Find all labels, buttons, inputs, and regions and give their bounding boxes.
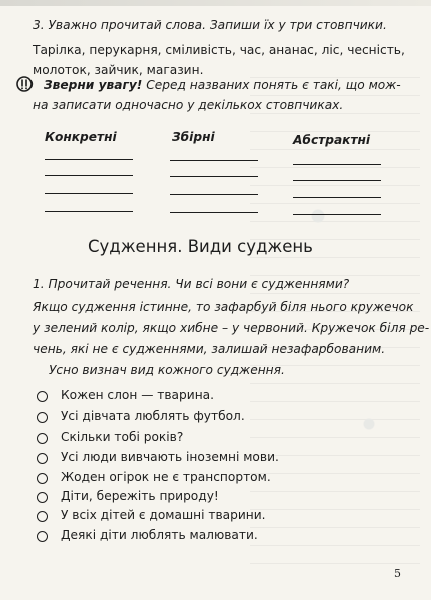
statement-text: Кожен слон — тварина. — [61, 388, 214, 402]
notice-text: Серед названих понять є такі, що мож- — [142, 78, 401, 92]
answer-circle[interactable] — [37, 531, 48, 542]
column-header-concrete: Конкретні — [45, 130, 117, 144]
task3-instruction: 3. Уважно прочитай слова. Запиши їх у три стовпчики. — [33, 18, 387, 32]
answer-line[interactable] — [45, 211, 133, 212]
task1-para1-line1: Якщо судження істинне, то зафарбуй біля нього кружечок — [33, 300, 414, 314]
task1-para2: Усно визнач вид кожного судження. — [49, 363, 285, 377]
notice-label: Зверни увагу! — [44, 78, 143, 92]
answer-circle[interactable] — [37, 412, 48, 423]
notice-line2: на записати одночасно у декількох стовпчиках. — [33, 98, 344, 112]
statement-text: Усі люди вивчають іноземні мови. — [61, 450, 279, 464]
task1-instruction: 1. Прочитай речення. Чи всі вони є судженнями? — [33, 277, 350, 291]
top-edge-strip — [0, 0, 431, 6]
task3-words-line1: Тарілка, перукарня, сміливість, час, ананас, ліс, чесність, — [33, 43, 405, 57]
column-header-abstract: Абстрактні — [293, 133, 371, 147]
answer-line[interactable] — [45, 175, 133, 176]
answer-line[interactable] — [293, 180, 381, 181]
statement-text: У всіх дітей є домашні тварини. — [61, 508, 266, 522]
attention-icon — [16, 76, 38, 92]
answer-circle[interactable] — [37, 473, 48, 484]
statement-text: Усі дівчата люблять футбол. — [61, 409, 245, 423]
task1-para1-line2: у зелений колір, якщо хибне – у червоний. Кружечок біля ре- — [33, 321, 430, 335]
answer-line[interactable] — [170, 160, 258, 161]
answer-line[interactable] — [170, 194, 258, 195]
answer-line[interactable] — [45, 193, 133, 194]
answer-line[interactable] — [293, 164, 381, 165]
statement-text: Жоден огірок не є транспортом. — [61, 470, 271, 484]
answer-circle[interactable] — [37, 492, 48, 503]
statement-text: Скільки тобі років? — [61, 430, 184, 444]
task3-words-line2: молоток, зайчик, магазин. — [33, 63, 204, 77]
answer-line[interactable] — [170, 176, 258, 177]
statement-text: Деякі діти люблять малювати. — [61, 528, 258, 542]
answer-circle[interactable] — [37, 391, 48, 402]
answer-line[interactable] — [45, 159, 133, 160]
answer-line[interactable] — [293, 214, 381, 215]
section-title: Судження. Види суджень — [88, 237, 313, 256]
answer-line[interactable] — [293, 197, 381, 198]
column-header-collective: Збірні — [172, 130, 215, 144]
statement-text: Діти, бережіть природу! — [61, 489, 219, 503]
answer-circle[interactable] — [37, 453, 48, 464]
answer-circle[interactable] — [37, 433, 48, 444]
answer-circle[interactable] — [37, 511, 48, 522]
page-number: 5 — [394, 567, 401, 580]
task1-para1-line3: чень, які не є судженнями, залишай незафарбованим. — [33, 342, 386, 356]
notice-line1 — [44, 78, 401, 93]
answer-line[interactable] — [170, 212, 258, 213]
